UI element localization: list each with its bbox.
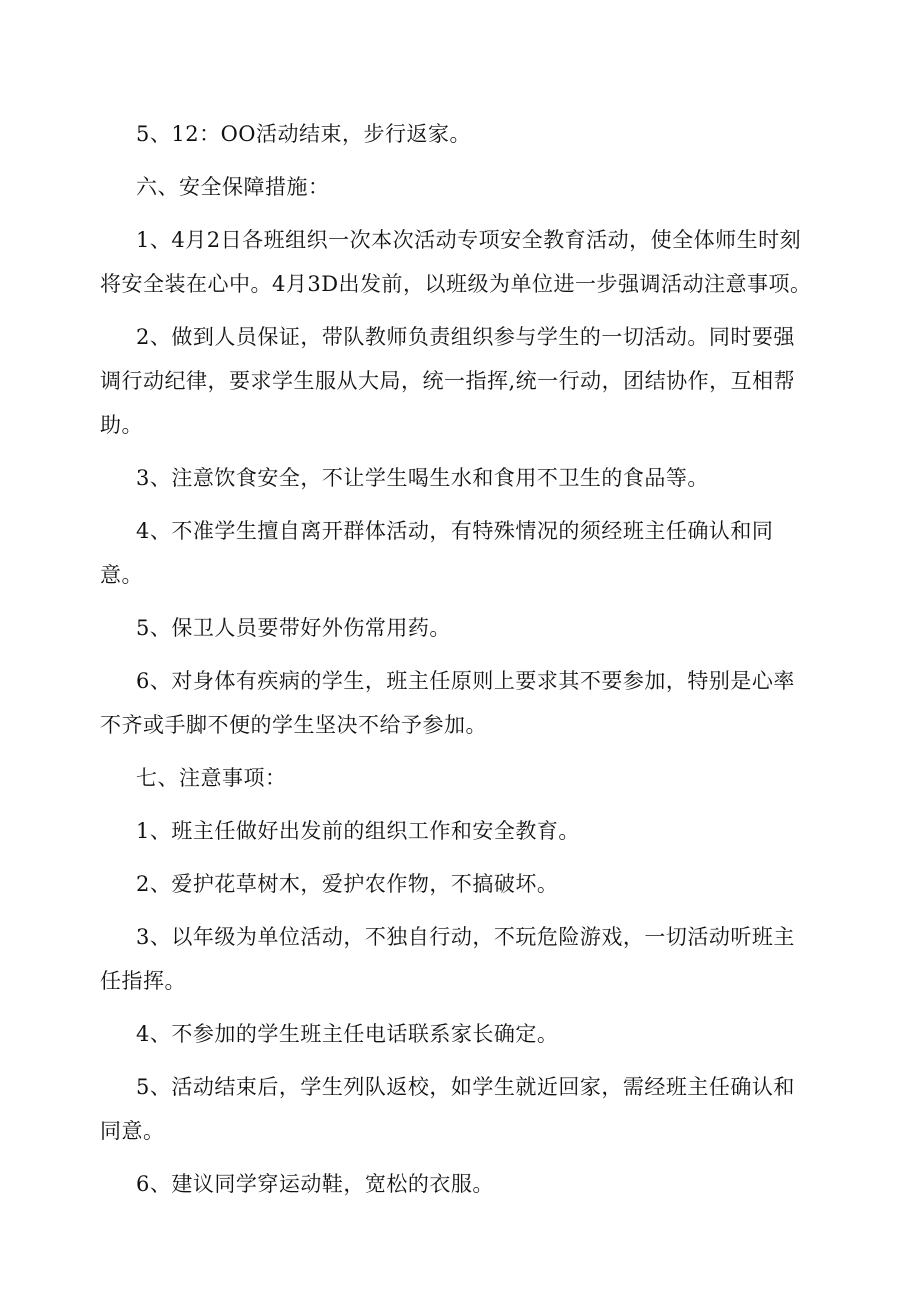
paragraph-safety-2: 2、做到人员保证，带队教师负责组织参与学生的一切活动。同时要强调行动纪律，要求学生服从大局，统一指挥,统一行动，团结协作，互相帮助。	[100, 325, 796, 437]
section-heading-safety: 六、安全保障措施：	[136, 175, 330, 199]
paragraph-safety-1: 1、4月2日各班组织一次本次活动专项安全教育活动，使全体师生时刻将安全装在心中。4月3D出发前，以班级为单位进一步强调活动注意事项。	[100, 228, 812, 296]
paragraph-schedule-end: 5、12：OO活动结束，步行返家。	[136, 122, 472, 146]
paragraph-note-4: 4、不参加的学生班主任电话联系家长确定。	[136, 1022, 559, 1046]
paragraph-safety-4: 4、不准学生擅自离开群体活动，有特殊情况的须经班主任确认和同意。	[100, 519, 774, 587]
paragraph-note-5: 5、活动结束后，学生列队返校，如学生就近回家，需经班主任确认和同意。	[100, 1075, 795, 1143]
paragraph-note-6: 6、建议同学穿运动鞋，宽松的衣服。	[136, 1172, 494, 1196]
section-heading-notes: 七、注意事项：	[136, 766, 287, 790]
paragraph-note-2: 2、爱护花草树木，爱护农作物，不搞破坏。	[136, 872, 559, 896]
paragraph-note-3: 3、以年级为单位活动，不独自行动，不玩危险游戏，一切活动听班主任指挥。	[100, 925, 795, 993]
paragraph-safety-3: 3、注意饮食安全，不让学生喝生水和食用不卫生的食品等。	[136, 466, 709, 490]
paragraph-safety-6: 6、对身体有疾病的学生，班主任原则上要求其不要参加，特别是心率不齐或手脚不便的学生坚决不给予参加。	[100, 669, 795, 737]
paragraph-safety-5: 5、保卫人员要带好外伤常用药。	[136, 616, 451, 640]
paragraph-note-1: 1、班主任做好出发前的组织工作和安全教育。	[136, 819, 580, 843]
